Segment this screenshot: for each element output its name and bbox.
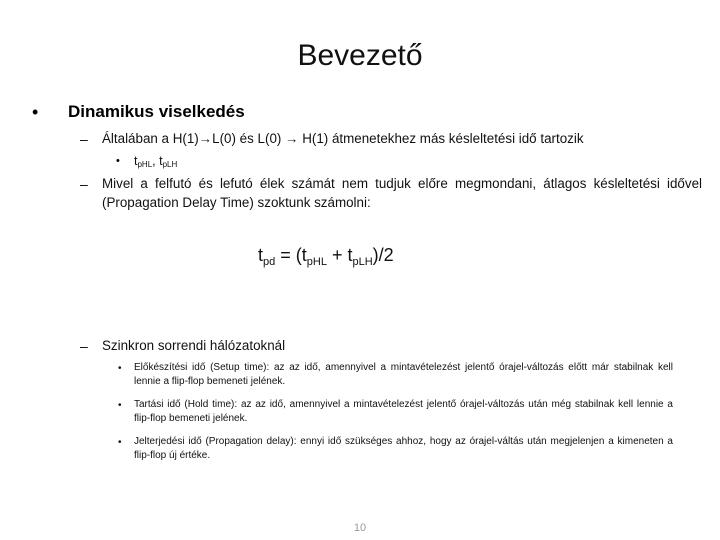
sub-item-propagation-delay: Jelterjedési idő (Propagation delay): ennyi idő szükséges ahhoz, hogy az órajel-váltás után megjelenjen a kimeneten a flip-flop új értéke. xyxy=(134,436,673,461)
formula-sub-plh: pLH xyxy=(352,256,373,268)
dash-marker: – xyxy=(80,338,88,354)
formula-plus: + t xyxy=(326,245,353,265)
symbol-t: t xyxy=(134,154,138,168)
formula-eq: = (t xyxy=(275,245,307,265)
sub-item-setup-time: Előkészítési idő (Setup time): az az idő, amennyivel a mintavételezést jelentő órajel-változás előtt már stabilnak kell lennie a flip-flop bemeneti jelének. xyxy=(134,362,673,387)
separator: , xyxy=(152,154,160,168)
page-number: 10 xyxy=(353,522,367,534)
formula-t: t xyxy=(258,245,264,265)
formula-end: )/2 xyxy=(372,245,394,265)
sub-item-timing-symbols xyxy=(134,152,177,170)
list-item-3: Szinkron sorrendi hálózatoknál xyxy=(102,338,286,353)
symbol-t: t xyxy=(159,154,163,168)
dash-marker: – xyxy=(80,131,88,147)
formula-sub-pd: pd xyxy=(263,256,276,268)
subscript-phl: pHL xyxy=(137,160,153,169)
dash-marker: – xyxy=(80,176,88,192)
sub-bullet-marker: • xyxy=(118,363,122,374)
slide-title: Bevezető xyxy=(297,39,423,72)
formula-sub-phl: pHL xyxy=(306,256,327,268)
subscript-plh: pLH xyxy=(162,160,178,169)
propagation-delay-formula xyxy=(258,242,394,268)
list-item-1: Általában a H(1)→L(0) és L(0) → H(1) átmenetekhez más késleltetési idő tartozik xyxy=(102,131,584,146)
sub-bullet-marker: • xyxy=(118,437,122,448)
sub-bullet-marker: • xyxy=(118,400,122,411)
list-item-2: Mivel a felfutó és lefutó élek számát nem tudjuk előre megmondani, átlagos késleltetési idővel (Propagation Delay Time) szoktunk számolni: xyxy=(102,176,702,210)
bullet-marker: • xyxy=(32,102,39,122)
section-heading: Dinamikus viselkedés xyxy=(68,102,245,121)
sub-item-hold-time: Tartási idő (Hold time): az az idő, amennyivel a mintavételezést jelentő órajel-változás után még stabilnak kell lennie a flip-flop bemeneti jelének. xyxy=(134,399,673,424)
sub-bullet-marker: • xyxy=(116,155,120,167)
